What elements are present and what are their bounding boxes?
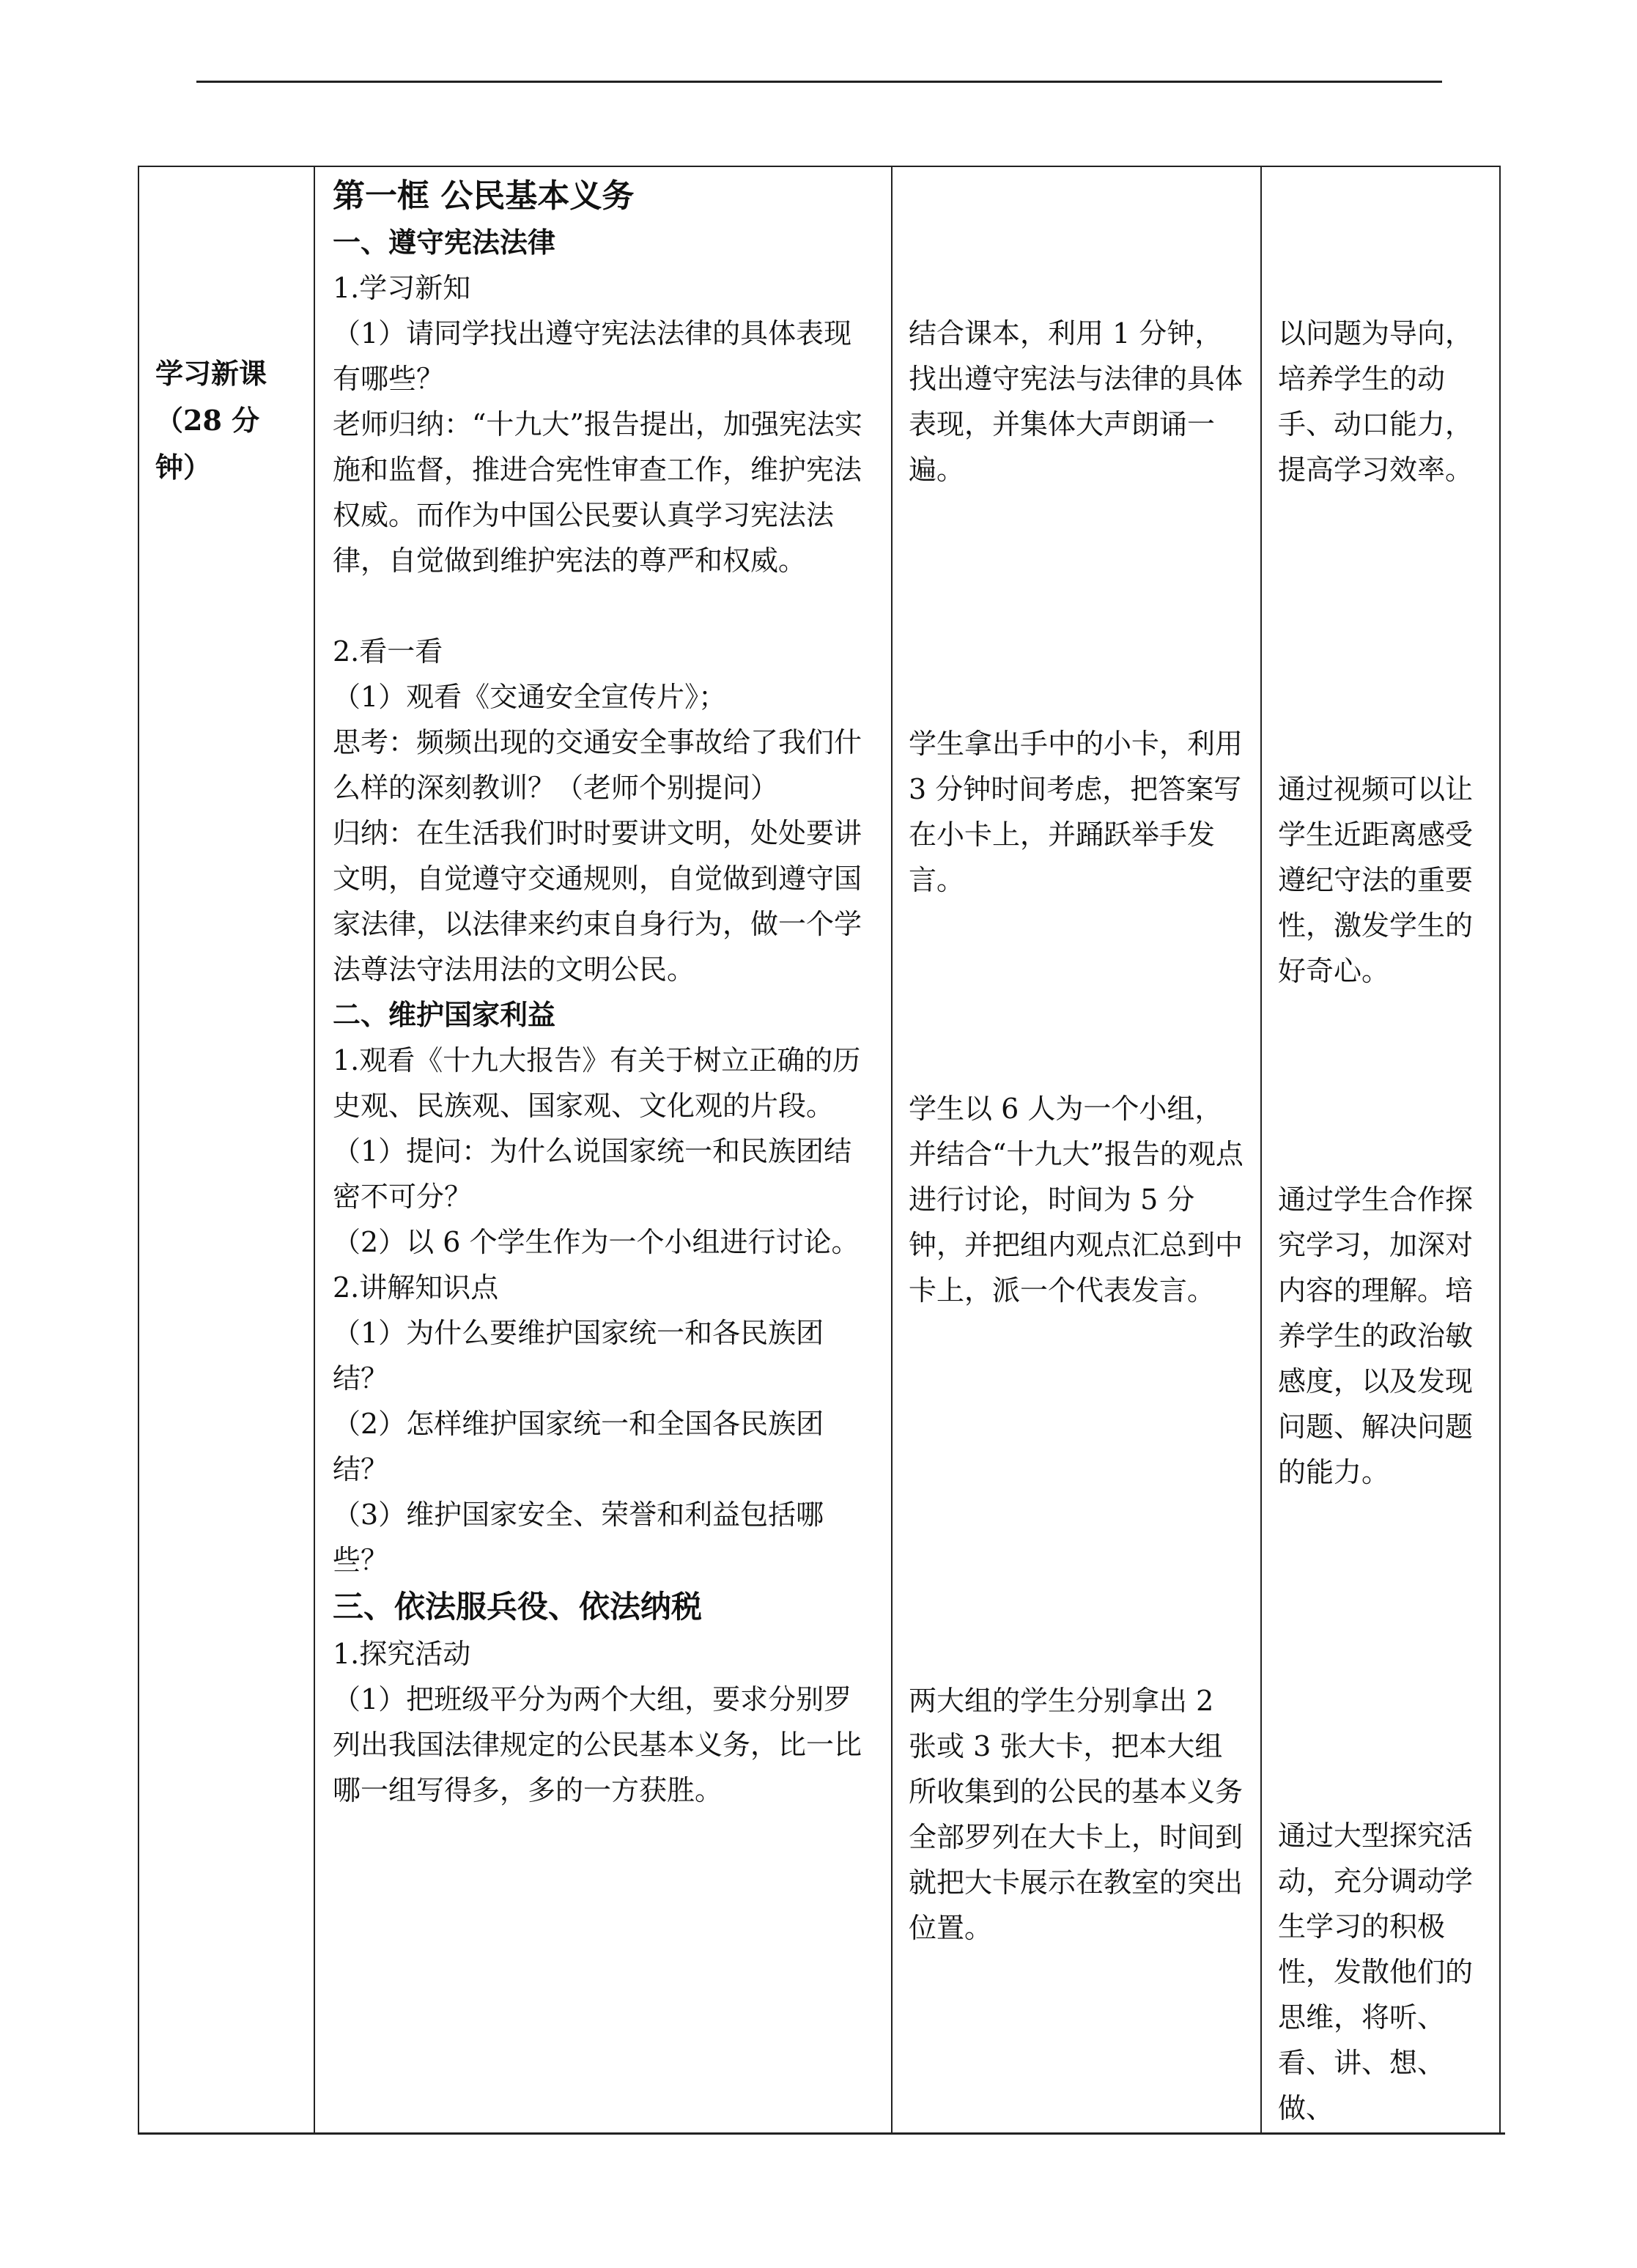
content-paragraph: 2.讲解知识点 xyxy=(333,1271,499,1304)
content-paragraph: 1.学习新知 xyxy=(333,272,471,304)
content-paragraph: 归纳：在生活我们时时要讲文明，处处要讲文明，自觉遵守交通规则，自觉做到遵守国家法律，以法律来约束自身行为，做一个学法尊法守法用法的文明公民。 xyxy=(333,817,862,986)
content-paragraph: （2）怎样维护国家统一和全国各民族团结？ xyxy=(333,1408,824,1485)
paragraph-gap xyxy=(333,583,876,629)
stage-cell xyxy=(138,166,314,2133)
content-paragraph: 1.探究活动 xyxy=(333,1638,471,1670)
stage-label-line: 学习新课 xyxy=(155,357,267,390)
content-paragraph: 2.看一看 xyxy=(333,635,443,668)
design-intent-block xyxy=(1278,1177,1489,1495)
content-paragraph: （1）观看《交通安全宣传片》； xyxy=(333,681,727,713)
section-heading: 一、遵守宪法法律 xyxy=(333,226,556,259)
student-activity-block xyxy=(909,311,1250,492)
student-activity-block xyxy=(909,721,1250,903)
stage-label-line: （28 分 xyxy=(155,404,260,437)
content-paragraph: （2）以 6 个学生作为一个小组进行讨论。 xyxy=(333,1226,860,1258)
student-activity-text: 学生以 6 人为一个小组，并结合“十九大”报告的观点进行讨论，时间为 5 分钟，并把组内观点汇总到中卡上，派一个代表发言。 xyxy=(909,1093,1244,1307)
design-intent-block xyxy=(1278,1813,1489,2131)
section-title: 第一框 公民基本义务 xyxy=(333,177,635,215)
header-rule xyxy=(196,81,1442,83)
content-paragraph: 老师归纳：“十九大”报告提出，加强宪法实施和监督，推进合宪性审查工作，维护宪法权威。而作为中国公民要认真学习宪法法律，自觉做到维护宪法的尊严和权威。 xyxy=(333,408,862,577)
design-intent-text: 通过学生合作探究学习，加深对内容的理解。培养学生的政治敏感度，以及发现问题、解决问题的能力。 xyxy=(1278,1183,1474,1488)
student-activity-text: 结合课本，利用 1 分钟，找出遵守宪法与法律的具体表现，并集体大声朗诵一遍。 xyxy=(909,317,1244,486)
content-paragraph: 1.观看《十九大报告》有关于树立正确的历史观、民族观、国家观、文化观的片段。 xyxy=(333,1044,861,1122)
content-paragraph: 思考：频频出现的交通安全事故给了我们什么样的深刻教训？（老师个别提问） xyxy=(333,726,862,804)
stage-label-line: 钟） xyxy=(155,451,212,484)
design-intent-text: 通过视频可以让学生近距离感受遵纪守法的重要性，激发学生的好奇心。 xyxy=(1278,773,1474,987)
student-activity-text: 两大组的学生分别拿出 2 张或 3 张大卡，把本大组所收集到的公民的基本义务全部罗列在大卡上，时间到就把大卡展示在教室的突出位置。 xyxy=(909,1685,1244,1944)
student-activity-text: 学生拿出手中的小卡，利用 3 分钟时间考虑，把答案写在小卡上，并踊跃举手发言。 xyxy=(909,728,1244,896)
design-intent-text: 通过大型探究活动，充分调动学生学习的积极性，发散他们的思维，将听、看、讲、想、做、 xyxy=(1278,1820,1474,2124)
content-paragraph: （1）为什么要维护国家统一和各民族团结？ xyxy=(333,1317,824,1395)
content-paragraph: （3）维护国家安全、荣誉和利益包括哪些？ xyxy=(333,1499,824,1576)
stage-label xyxy=(139,167,314,491)
student-activity-block xyxy=(909,1086,1250,1313)
table-row xyxy=(138,166,1500,2133)
student-activity-block xyxy=(909,1678,1250,1951)
design-intent-block xyxy=(1278,311,1489,492)
section-heading: 三、依法服兵役、依法纳税 xyxy=(333,1589,703,1625)
design-intent-cell xyxy=(1261,166,1500,2133)
content-paragraph: （1）把班级平分为两个大组，要求分别罗列出我国法律规定的公民基本义务，比一比哪一组写得多，多的一方获胜。 xyxy=(333,1683,862,1806)
content-paragraph: （1）提问：为什么说国家统一和民族团结密不可分？ xyxy=(333,1135,852,1213)
design-intent-text: 以问题为导向，培养学生的动手、动口能力，提高学习效率。 xyxy=(1278,317,1474,486)
student-activity-cell xyxy=(892,166,1261,2133)
content-paragraph: （1）请同学找出遵守宪法法律的具体表现有哪些？ xyxy=(333,317,852,395)
section-heading: 二、维护国家利益 xyxy=(333,998,556,1031)
bottom-rule xyxy=(138,2132,1505,2135)
design-intent-block xyxy=(1278,767,1489,994)
teaching-content xyxy=(315,167,891,1813)
content-cell xyxy=(314,166,892,2133)
lesson-plan-table xyxy=(138,166,1501,2134)
